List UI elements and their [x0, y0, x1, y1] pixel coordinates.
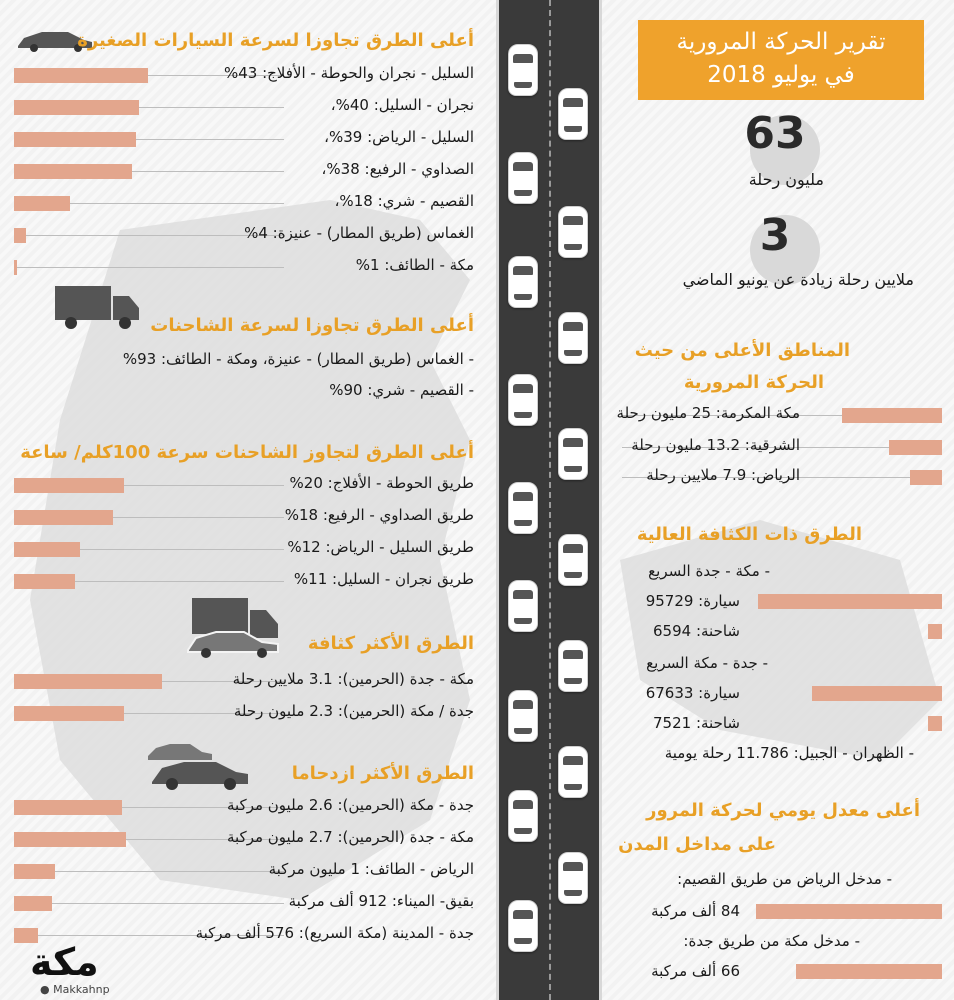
- road-car: [558, 640, 588, 692]
- heading-density: الطرق الأكثر كثافة: [307, 633, 474, 654]
- grid-line: [14, 267, 284, 268]
- bar-sec-cong-2: [14, 864, 55, 879]
- road-car: [508, 44, 538, 96]
- road-car: [508, 690, 538, 742]
- label-sec-cong-3: بقيق- الميناء: 912 ألف مركبة: [288, 892, 474, 910]
- lane-divider: [549, 0, 551, 1000]
- bar-sec-small-5: [14, 228, 26, 243]
- heading-congestion: الطرق الأكثر ازدحاما: [291, 763, 474, 784]
- road-car: [558, 852, 588, 904]
- label-sec-t100-0: طريق الحوطة - الأفلاج: 20%: [289, 474, 474, 492]
- label-sec-cong-0: جدة - مكة (الحرمين): 2.6 مليون مركبة: [226, 796, 474, 814]
- label-sec-t100-1: طريق الصداوي - الرفيع: 18%: [284, 506, 474, 524]
- bar-sec-small-2: [14, 132, 136, 147]
- stat-label-2: ملايين رحلة زيادة عن يونيو الماضي: [682, 270, 914, 289]
- bar-sec-small-3: [14, 164, 132, 179]
- stat-label-1: مليون رحلة: [748, 170, 824, 189]
- label-sec-cong-4: جدة - المدينة (مكة السريع): 576 ألف مركبة: [195, 924, 474, 942]
- bar-sec-small-4: [14, 196, 70, 211]
- hd-line-2: شاحنة: 6594: [653, 622, 740, 640]
- label-sec-small-1: نجران - السليل: 40%،: [330, 96, 474, 114]
- heading-trucks-speed: أعلى الطرق تجاوزا لسرعة الشاحنات: [150, 315, 474, 336]
- bar-sec-t100-3: [14, 574, 75, 589]
- heading-high-density: الطرق ذات الكثافة العالية: [636, 524, 862, 545]
- stat-value-1: 63: [744, 108, 806, 159]
- road-car: [558, 206, 588, 258]
- bar-sec-regions-1: [889, 440, 942, 455]
- bar-sec-cong-0: [14, 800, 122, 815]
- stat-value-2: 3: [759, 210, 791, 261]
- heading-small-cars: أعلى الطرق تجاوزا لسرعة السيارات الصغيرة: [77, 30, 474, 51]
- hd-line-3: - جدة - مكة السريع: [646, 654, 768, 672]
- road-car: [558, 428, 588, 480]
- bar-sec-t100-0: [14, 478, 124, 493]
- bar-sec-regions-0: [842, 408, 942, 423]
- bar-sec-small-6: [14, 260, 17, 275]
- label-sec-small-5: الغماس (طريق المطار) - عنيزة: 4%: [244, 224, 474, 242]
- hd-line-0: - مكة - جدة السريع: [648, 562, 770, 580]
- truck-list-2: - القصيم - شري: 90%: [329, 381, 474, 399]
- label-sec-regions-0: مكة المكرمة: 25 مليون رحلة: [616, 404, 800, 422]
- label-sec-regions-1: الشرقية: 13.2 مليون رحلة: [631, 436, 800, 454]
- road-car: [508, 900, 538, 952]
- bar-sec-regions-2: [910, 470, 942, 485]
- hd-line-6: - الظهران - الجبيل: 11.786 رحلة يومية: [664, 744, 914, 762]
- makkah-logo: مكة: [30, 940, 99, 984]
- road-car: [508, 152, 538, 204]
- heading-daily-avg-2: على مداخل المدن: [618, 834, 776, 855]
- truck-car-icon: [186, 598, 290, 658]
- road-car: [508, 482, 538, 534]
- road-car: [558, 746, 588, 798]
- heading-trucks-100: أعلى الطرق لتجاوز الشاحنات سرعة 100كلم/ ساعة: [20, 442, 474, 463]
- bar-sec-t100-2: [14, 542, 80, 557]
- hd-line-4: سيارة: 67633: [645, 684, 740, 702]
- daily-line-3: 66 ألف مركبة: [651, 962, 740, 980]
- label-sec-regions-2: الرياض: 7.9 ملايين رحلة: [646, 466, 800, 484]
- title-box: [638, 20, 924, 100]
- bar-sec-small-1: [14, 100, 139, 115]
- hd-line-5: شاحنة: 7521: [653, 714, 740, 732]
- label-sec-t100-2: طريق السليل - الرياض: 12%: [287, 538, 474, 556]
- daily-line-0: - مدخل الرياض من طريق القصيم:: [677, 870, 892, 888]
- hd-line-1: سيارة: 95729: [645, 592, 740, 610]
- label-sec-density-0: مكة - جدة (الحرمين): 3.1 ملايين رحلة: [232, 670, 474, 688]
- bar-hd-0: [758, 594, 942, 609]
- bar-daily-0: [756, 904, 942, 919]
- bar-hd-3: [928, 716, 942, 731]
- label-sec-cong-1: مكة - جدة (الحرمين): 2.7 مليون مركبة: [226, 828, 474, 846]
- bar-sec-density-1: [14, 706, 124, 721]
- bar-daily-1: [796, 964, 942, 979]
- cars-icon: [146, 738, 250, 790]
- road-car: [508, 256, 538, 308]
- label-sec-small-2: السليل - الرياض: 39%،: [324, 128, 474, 146]
- road-car: [558, 312, 588, 364]
- daily-line-2: - مدخل مكة من طريق جدة:: [683, 932, 860, 950]
- twitter-handle: ● Makkahnp: [40, 983, 110, 996]
- bar-sec-cong-1: [14, 832, 126, 847]
- title-line2: في يوليو 2018: [707, 62, 855, 88]
- truck-icon: [55, 284, 141, 330]
- road-car: [508, 374, 538, 426]
- heading-regions-2: الحركة المرورية: [683, 372, 824, 393]
- road-car: [508, 790, 538, 842]
- heading-daily-avg-1: أعلى معدل يومي لحركة المرور: [646, 800, 920, 821]
- label-sec-cong-2: الرياض - الطائف: 1 مليون مركبة: [268, 860, 474, 878]
- bar-hd-1: [928, 624, 942, 639]
- truck-list-1: - الغماس (طريق المطار) - عنيزة، ومكة - الطائف: 93%: [122, 350, 474, 368]
- label-sec-density-1: جدة / مكة (الحرمين): 2.3 مليون رحلة: [233, 702, 474, 720]
- label-sec-small-6: مكة - الطائف: 1%: [355, 256, 474, 274]
- bar-sec-t100-1: [14, 510, 113, 525]
- bar-sec-density-0: [14, 674, 162, 689]
- label-sec-small-0: السليل - نجران والحوطة - الأفلاج: 43%: [223, 64, 474, 82]
- road-car: [558, 534, 588, 586]
- label-sec-t100-3: طريق نجران - السليل: 11%: [293, 570, 474, 588]
- bar-hd-2: [812, 686, 942, 701]
- daily-line-1: 84 ألف مركبة: [651, 902, 740, 920]
- label-sec-small-4: القصيم - شري: 18%،: [334, 192, 474, 210]
- title-line1: تقرير الحركة المرورية: [676, 29, 886, 55]
- heading-regions-1: المناطق الأعلى من حيث: [634, 340, 850, 361]
- label-sec-small-3: الصداوي - الرفيع: 38%،: [321, 160, 474, 178]
- bar-sec-cong-3: [14, 896, 52, 911]
- grid-line: [14, 903, 284, 904]
- bar-sec-small-0: [14, 68, 148, 83]
- road-car: [558, 88, 588, 140]
- road-car: [508, 580, 538, 632]
